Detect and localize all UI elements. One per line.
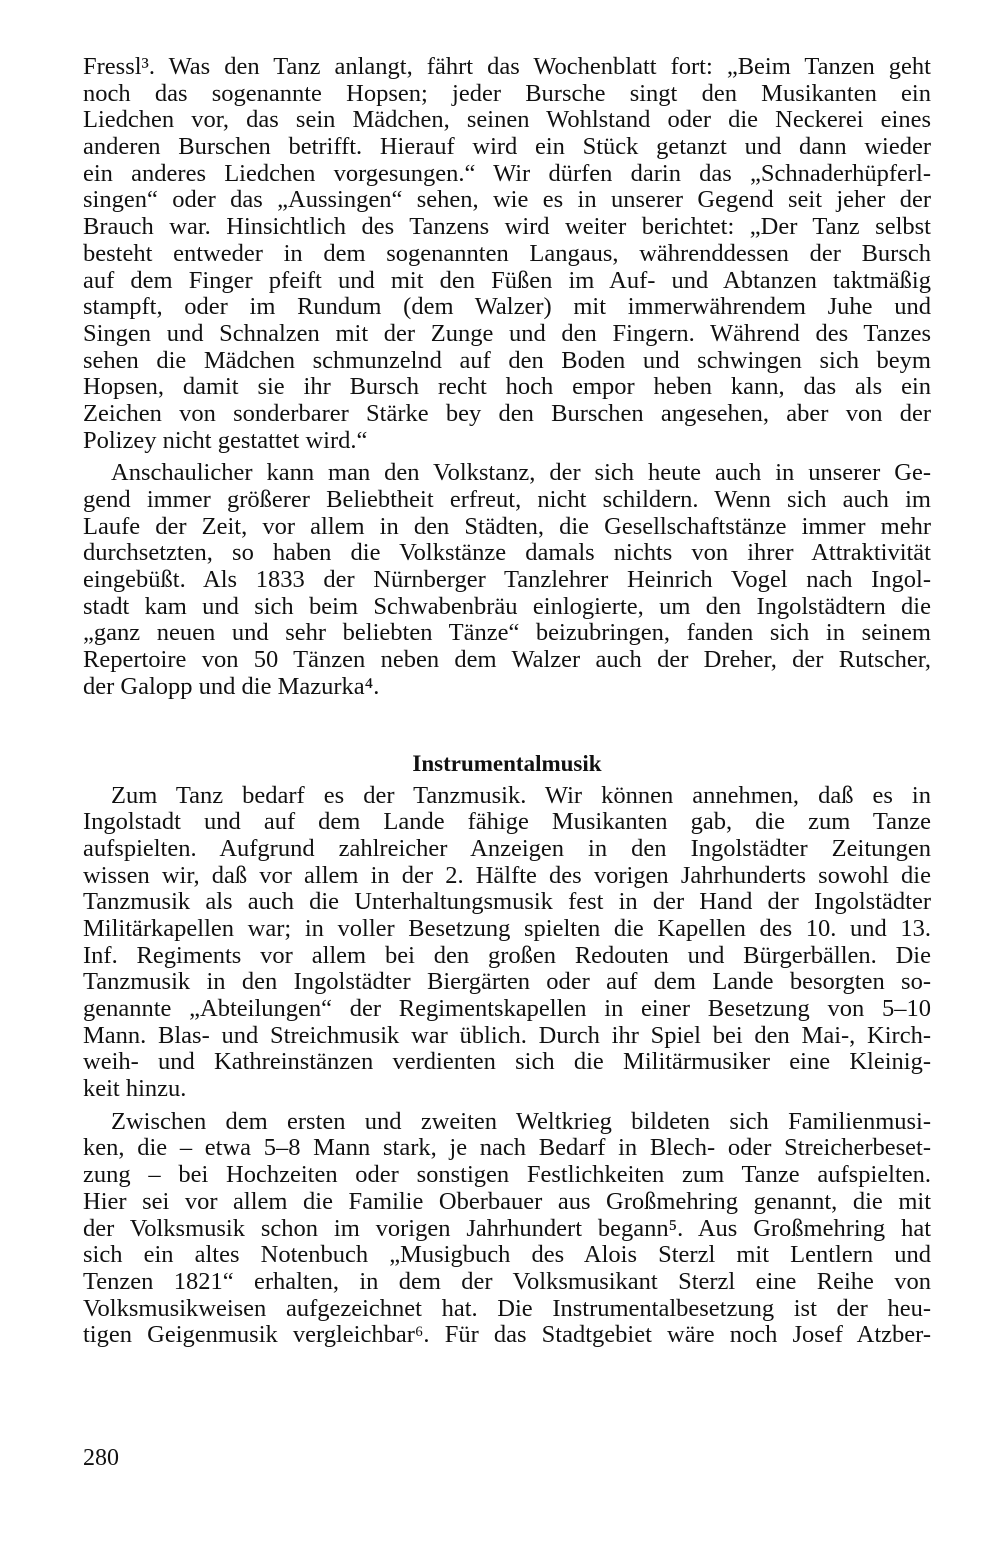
text-line: Anschaulicher kann man den Volkstanz, der sich heute auch in unserer Ge- — [111, 459, 931, 487]
text-line: durchsetzten, so haben die Volkstänze damals nichts von ihrer Attraktivität — [83, 539, 931, 567]
text-line: Hier sei vor allem die Familie Oberbauer aus Großmehring genannt, die mit — [83, 1187, 931, 1215]
text-line: Ingolstadt und auf dem Lande fähige Musikanten gab, die zum Tanze — [83, 808, 931, 836]
text-line: Tenzen 1821“ erhalten, in dem der Volksmusikant Sterzl eine Reihe von — [83, 1267, 931, 1295]
text-line: Fressl³. Was den Tanz anlangt, fährt das Wochenblatt fort: „Beim Tanzen geht — [83, 53, 931, 80]
text-line: Volksmusikweisen aufgezeichnet hat. Die Instrumentalbesetzung ist der heu- — [83, 1294, 931, 1322]
text-line: Zwischen dem ersten und zweiten Weltkrieg bildeten sich Familienmusi- — [111, 1107, 931, 1135]
text-line: Hopsen, damit sie ihr Bursch recht hoch empor heben kann, das als ein — [83, 373, 931, 401]
text-line: gend immer größerer Beliebtheit erfreut, nicht schildern. Wenn sich auch im — [83, 486, 931, 513]
text-line: wissen wir, daß vor allem in der 2. Hälfte des vorigen Jahrhunderts sowohl die — [83, 861, 931, 889]
text-line: Repertoire von 50 Tänzen neben dem Walzer auch der Dreher, der Rutscher, — [83, 646, 931, 674]
paragraph-3 — [83, 783, 931, 1103]
text-line: keit hinzu. — [83, 1075, 187, 1103]
text-line: Inf. Regiments vor allem bei den großen Redouten und Bürgerbällen. Die — [83, 941, 931, 969]
text-line: ein anderes Liedchen vorgesungen.“ Wir dürfen darin das „Schnaderhüpferl- — [83, 159, 931, 187]
text-line: besteht entweder in dem sogenannten Langaus, währenddessen der Bursch — [83, 239, 931, 267]
paragraph-2 — [83, 460, 931, 700]
page-body — [83, 54, 931, 1349]
section-heading: Instrumentalmusik — [412, 750, 602, 776]
text-line: der Galopp und die Mazurka⁴. — [83, 672, 380, 700]
text-line: noch das sogenannte Hopsen; jeder Bursche singt den Musikanten ein — [83, 79, 931, 107]
text-line: zung – bei Hochzeiten oder sonstigen Festlichkeiten zum Tanze aufspielten. — [83, 1161, 931, 1189]
paragraph-1 — [83, 54, 931, 454]
text-line: Mann. Blas- und Streichmusik war üblich. Durch ihr Spiel bei den Mai-, Kirch- — [83, 1021, 931, 1049]
text-line: singen“ oder das „Aussingen“ sehen, wie es in unserer Gegend seit jeher der — [83, 186, 931, 214]
text-line: sehen die Mädchen schmunzelnd auf den Boden und schwingen sich beym — [83, 346, 931, 374]
text-line: der Volksmusik schon im vorigen Jahrhundert begann⁵. Aus Großmehring hat — [83, 1214, 931, 1242]
paragraph-4 — [83, 1109, 931, 1349]
text-line: Laufe der Zeit, vor allem in den Städten, die Gesellschaftstänze immer mehr — [83, 512, 931, 540]
text-line: Militärkapellen war; in voller Besetzung spielten die Kapellen des 10. und 13. — [83, 914, 931, 942]
text-line: stadt kam und sich beim Schwabenbräu einlogierte, um den Ingolstädtern die — [83, 592, 931, 620]
text-line: genannte „Abteilungen“ der Regimentskapellen in einer Besetzung von 5–10 — [83, 995, 931, 1022]
page-number: 280 — [83, 1445, 119, 1471]
text-line: Zum Tanz bedarf es der Tanzmusik. Wir können annehmen, daß es in — [111, 781, 931, 809]
text-line: sich ein altes Notenbuch „Musigbuch des Alois Sterzl mit Lentlern und — [83, 1241, 931, 1269]
text-line: Zeichen von sonderbarer Stärke bey den Burschen angesehen, aber von der — [83, 399, 931, 427]
text-line: „ganz neuen und sehr beliebten Tänze“ beizubringen, fanden sich in seinem — [83, 619, 931, 647]
text-line: weih- und Kathreinstänzen verdienten sich die Militärmusiker eine Kleinig- — [83, 1048, 931, 1076]
text-line: auf dem Finger pfeift und mit den Füßen im Auf- und Abtanzen taktmäßig — [83, 266, 931, 294]
text-line: Polizey nicht gestattet wird.“ — [83, 426, 368, 454]
text-line: Liedchen vor, das sein Mädchen, seinen Wohlstand oder die Neckerei eines — [83, 106, 931, 134]
text-line: tigen Geigenmusik vergleichbar⁶. Für das Stadtgebiet wäre noch Josef Atzber- — [83, 1321, 931, 1349]
text-line: Tanzmusik als auch die Unterhaltungsmusik fest in der Hand der Ingolstädter — [83, 888, 931, 916]
text-line: Singen und Schnalzen mit der Zunge und den Fingern. Während des Tanzes — [83, 319, 931, 347]
text-line: ken, die – etwa 5–8 Mann stark, je nach Bedarf in Blech- oder Streicherbeset- — [83, 1134, 931, 1162]
text-line: aufspielten. Aufgrund zahlreicher Anzeigen in den Ingolstädter Zeitungen — [83, 834, 931, 862]
text-line: eingebüßt. Als 1833 der Nürnberger Tanzlehrer Heinrich Vogel nach Ingol- — [83, 566, 931, 594]
text-line: anderen Burschen betrifft. Hierauf wird ein Stück getanzt und dann wieder — [83, 133, 931, 161]
text-line: Brauch war. Hinsichtlich des Tanzens wird weiter berichtet: „Der Tanz selbst — [83, 213, 931, 241]
text-line: stampft, oder im Rundum (dem Walzer) mit immerwährendem Juhe und — [83, 293, 931, 321]
text-line: Tanzmusik in den Ingolstädter Biergärten oder auf dem Lande besorgten so- — [83, 968, 931, 996]
